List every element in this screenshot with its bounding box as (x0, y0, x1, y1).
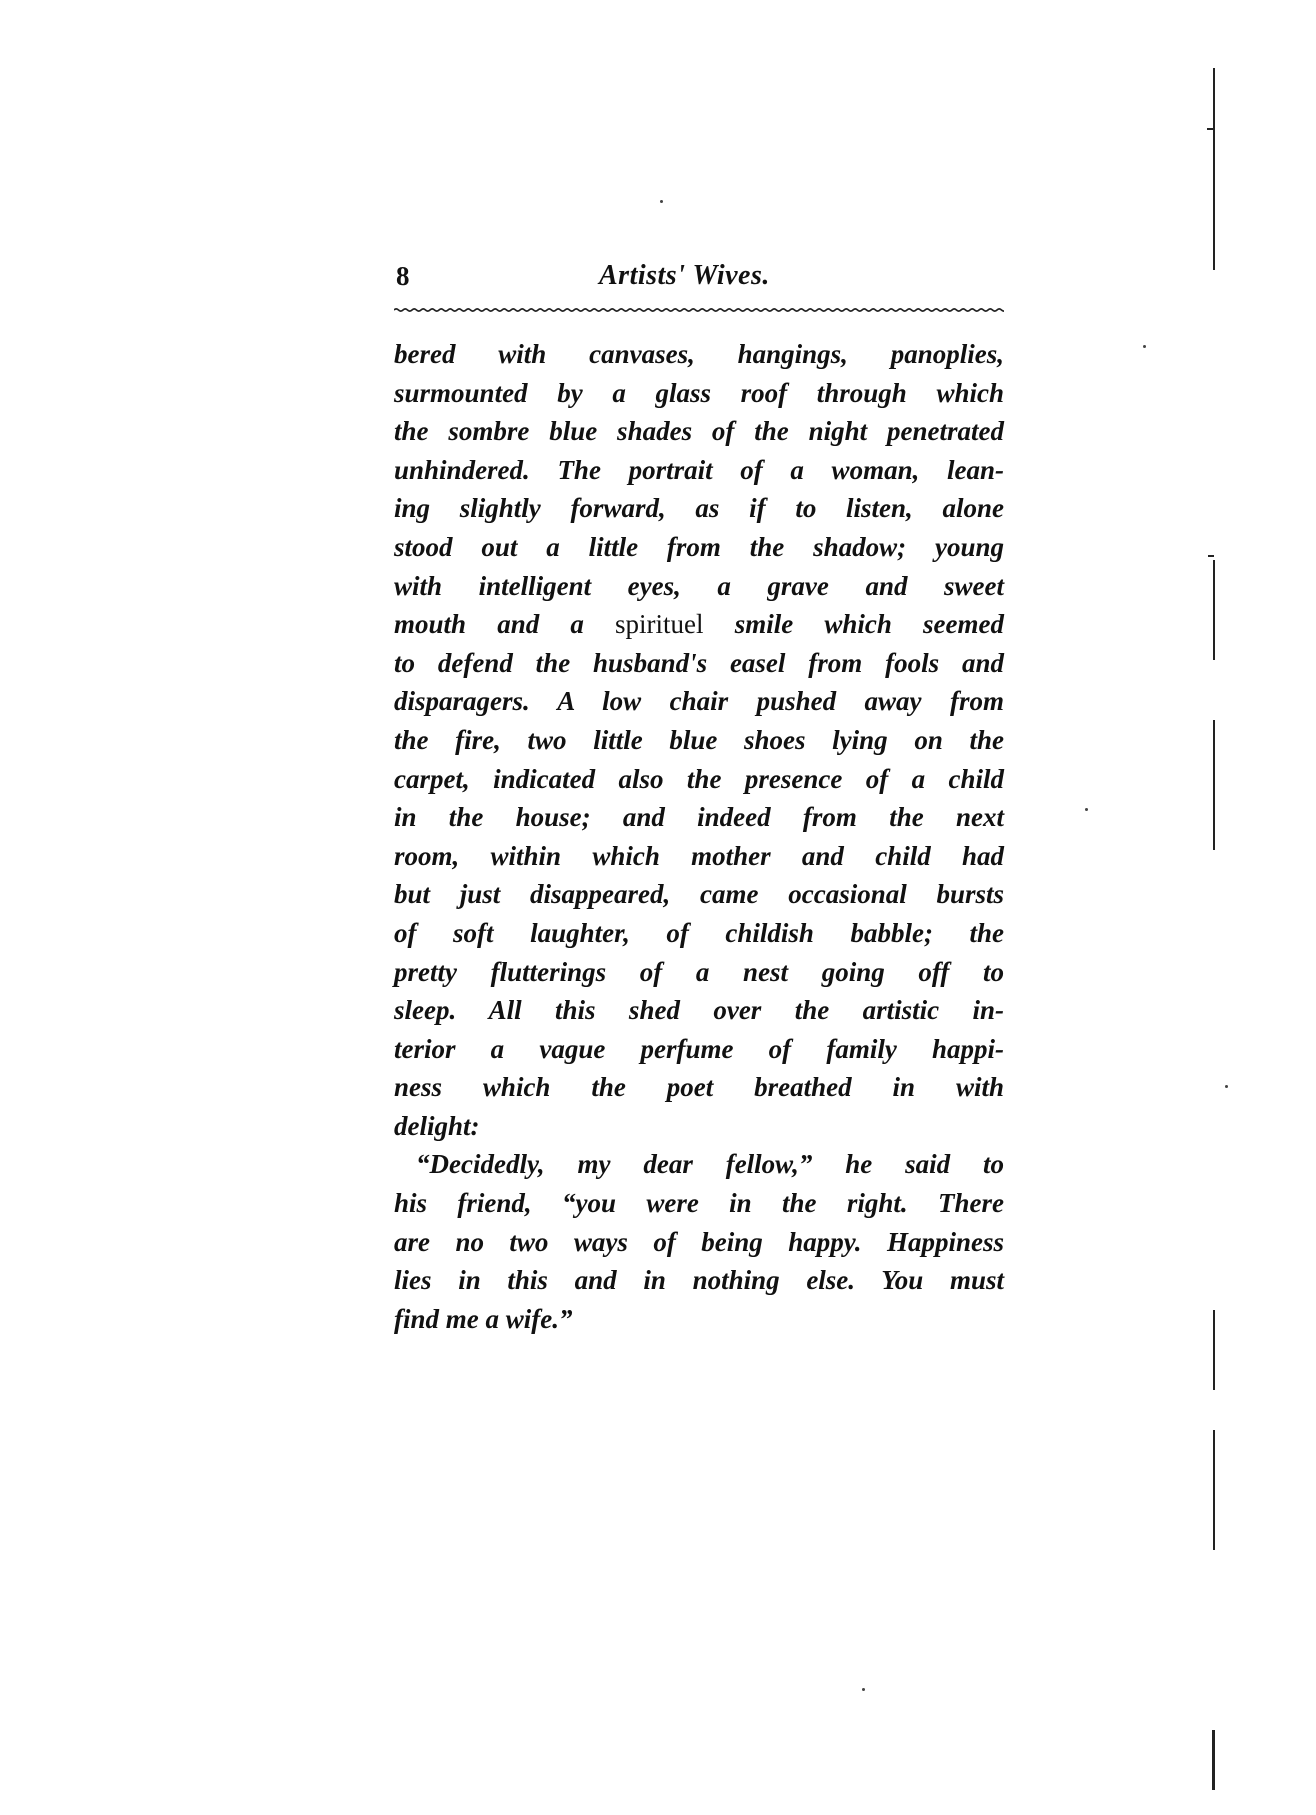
text-line (394, 567, 1004, 606)
text-segment: bered with canvases, hangings, panoplies, (394, 339, 1004, 369)
text-segment: his friend, “you were in the right. There (394, 1188, 1004, 1219)
text-segment: terior a vague perfume of family happi- (394, 1033, 1004, 1064)
scan-edge-mark (1207, 128, 1213, 130)
text-line (394, 798, 1004, 837)
scan-edge-mark (1208, 555, 1214, 557)
text-segment: find me a wife.” (394, 1303, 573, 1334)
text-line (394, 412, 1004, 451)
text-line (394, 991, 1004, 1030)
text-segment: are no two ways of being happy. Happiness (394, 1226, 1004, 1257)
text-segment: unhindered. The portrait of a woman, lean- (394, 454, 1004, 485)
body-text (394, 335, 1004, 1338)
wavy-header-rule (394, 305, 1004, 315)
text-segment: sleep. All this shed over the artistic in- (394, 995, 1004, 1026)
text-segment: “Decidedly, my dear fellow,” he said to (416, 1149, 1004, 1180)
scan-edge-mark (1212, 1730, 1215, 1790)
text-line (394, 1300, 1004, 1339)
running-title: Artists' Wives. (599, 260, 770, 291)
scan-edge-mark (1213, 68, 1215, 270)
text-line (394, 1261, 1004, 1300)
text-segment: in the house; and indeed from the next (394, 802, 1004, 833)
text-line (394, 528, 1004, 567)
text-line (394, 721, 1004, 760)
text-segment: with intelligent eyes, a grave and sweet (394, 570, 1004, 601)
text-line (394, 1107, 1004, 1146)
text-line (394, 489, 1004, 528)
text-segment: the fire, two little blue shoes lying on the (394, 724, 1004, 755)
text-line (394, 1145, 1004, 1184)
scan-speck (660, 200, 663, 203)
text-line (394, 953, 1004, 992)
text-segment: surmounted by a glass roof through which (394, 377, 1004, 408)
text-segment: stood out a little from the shadow; young (394, 531, 1004, 562)
text-segment: the sombre blue shades of the night penetrated (394, 416, 1004, 447)
scan-speck (1085, 808, 1088, 811)
page-header (394, 258, 1004, 302)
text-segment: but just disappeared, came occasional bursts (394, 879, 1004, 910)
scan-edge-mark (1213, 720, 1215, 850)
text-line (394, 837, 1004, 876)
page-number: 8 (396, 261, 410, 291)
text-line (394, 875, 1004, 914)
text-line (394, 1223, 1004, 1262)
scan-edge-mark (1213, 1430, 1215, 1550)
text-segment: mouth and a (394, 609, 616, 640)
text-line (394, 644, 1004, 683)
text-line (394, 760, 1004, 799)
text-segment: to defend the husband's easel from fools and (394, 647, 1004, 678)
text-line (394, 335, 1004, 374)
scan-speck (862, 1688, 865, 1691)
text-line (394, 374, 1004, 413)
text-line (394, 1184, 1004, 1223)
text-segment: pretty flutterings of a nest going off to (394, 956, 1004, 987)
scan-speck (1225, 1085, 1228, 1088)
text-line (394, 1068, 1004, 1107)
text-line (394, 914, 1004, 953)
text-segment: of soft laughter, of childish babble; the (394, 917, 1004, 948)
text-segment: disparagers. A low chair pushed away from (394, 686, 1004, 717)
text-segment: lies in this and in nothing else. You must (394, 1265, 1004, 1296)
scan-speck (1143, 345, 1146, 348)
text-line (394, 605, 1004, 644)
text-line (394, 682, 1004, 721)
roman-word: spirituel (615, 609, 704, 640)
text-segment: smile which seemed (703, 609, 1004, 640)
text-segment: ness which the poet breathed in with (394, 1072, 1004, 1103)
scan-edge-mark (1213, 560, 1215, 660)
text-line (394, 451, 1004, 490)
scan-edge-mark (1213, 1310, 1215, 1390)
text-segment: carpet, indicated also the presence of a child (394, 763, 1004, 794)
text-line (394, 1030, 1004, 1069)
text-segment: ing slightly forward, as if to listen, alone (394, 493, 1004, 524)
text-segment: delight: (394, 1110, 480, 1141)
text-segment: room, within which mother and child had (394, 840, 1004, 871)
